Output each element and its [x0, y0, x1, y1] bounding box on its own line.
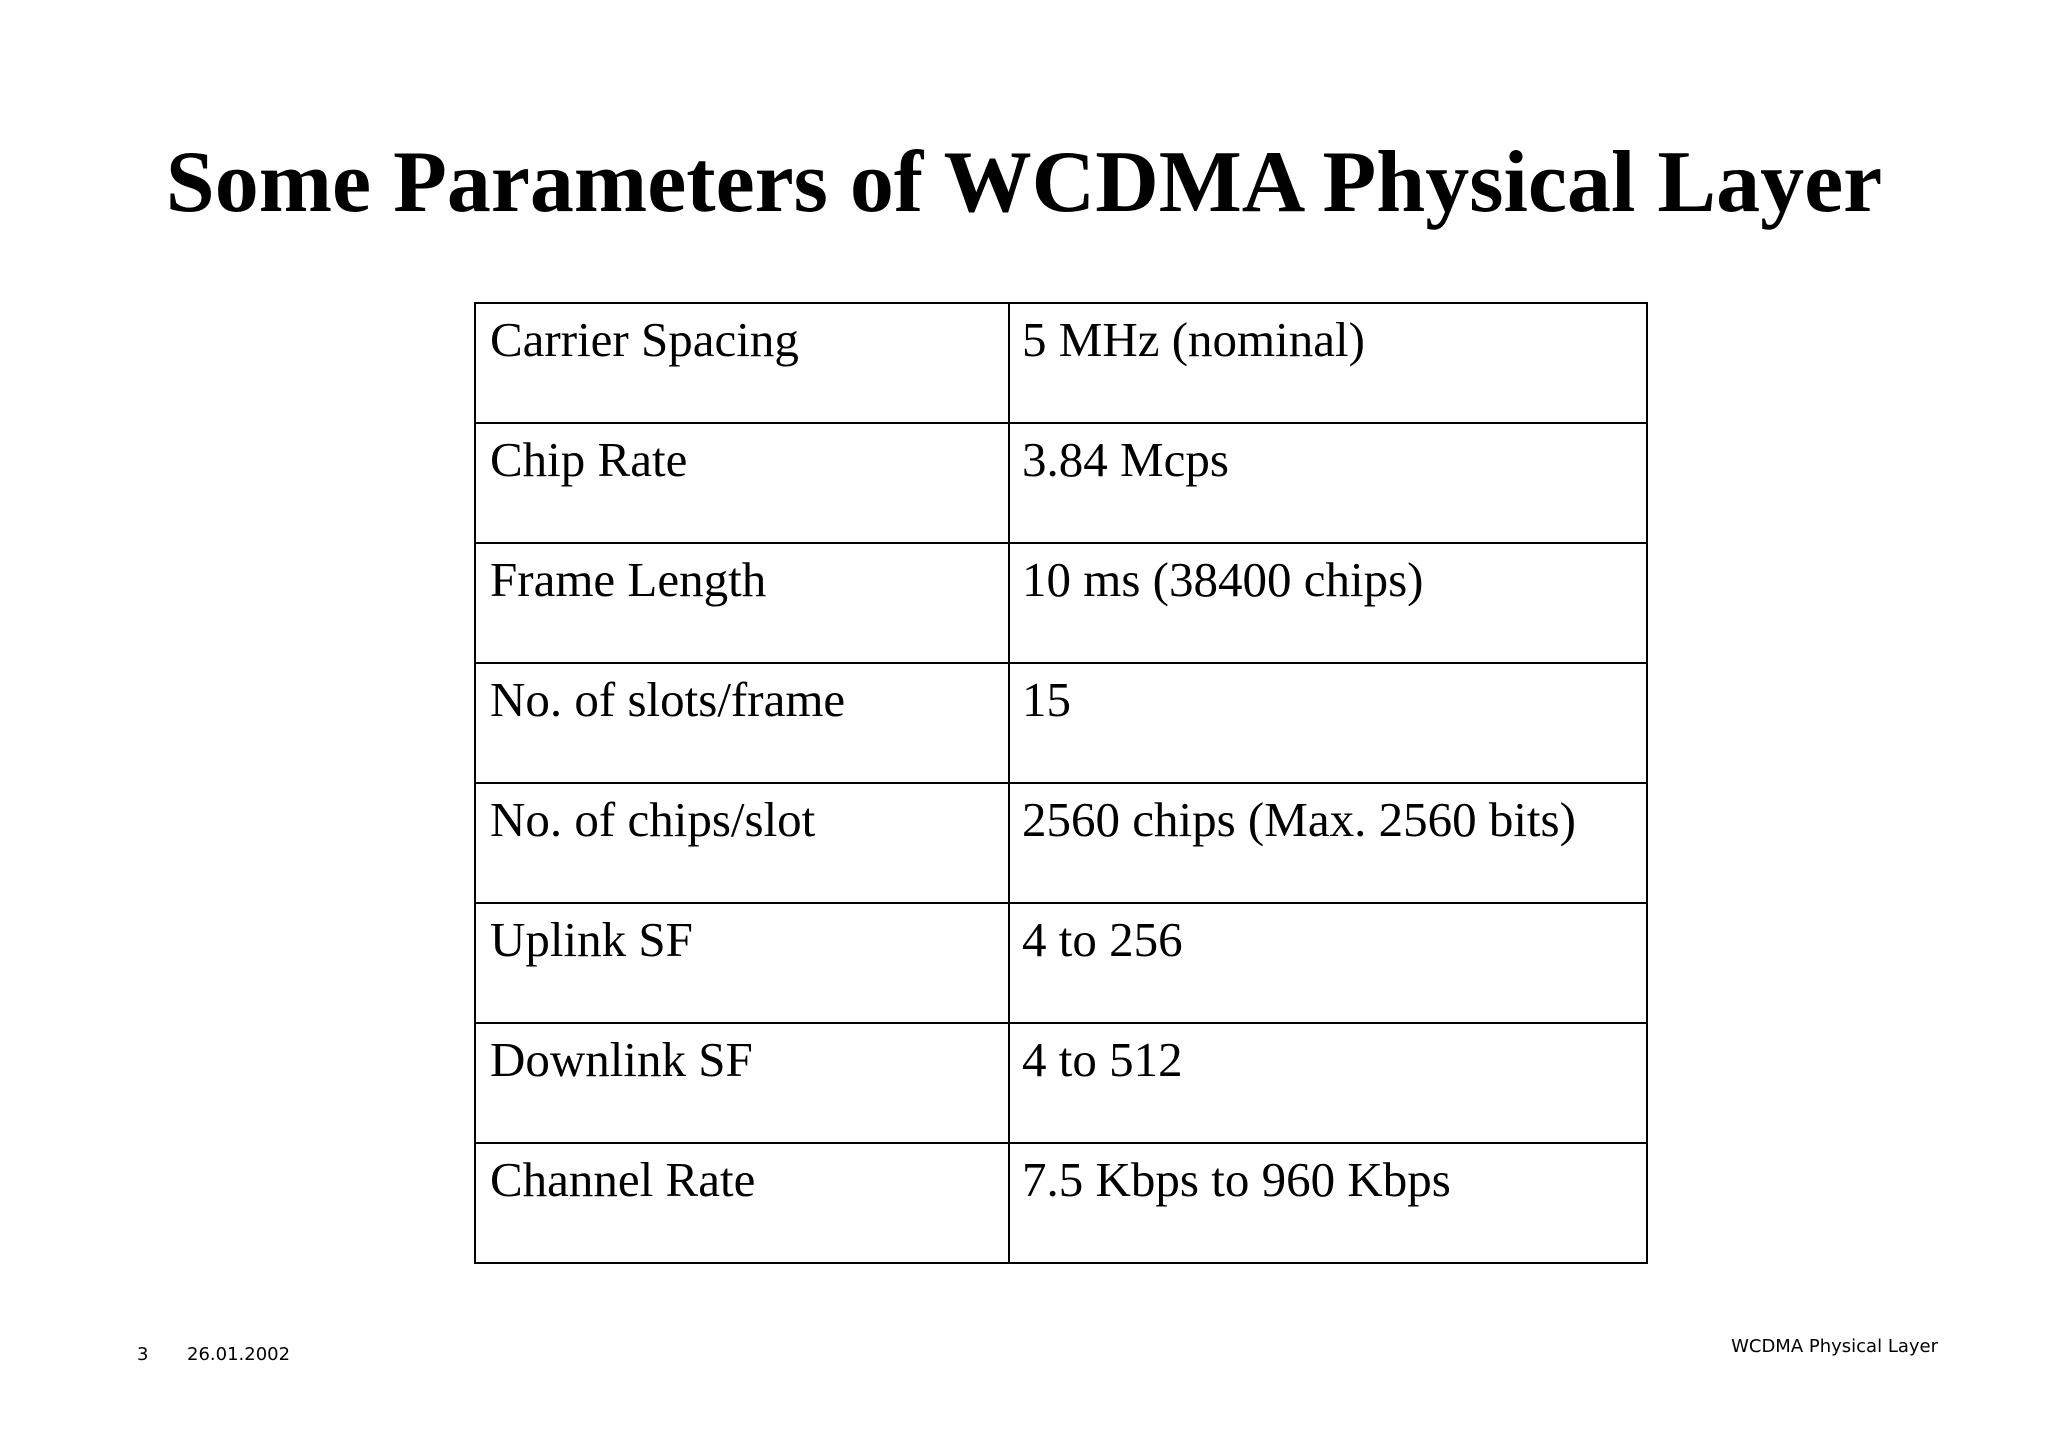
table-row	[475, 663, 1647, 783]
parameter-name: Frame Length	[475, 543, 1009, 663]
parameter-name: Chip Rate	[475, 423, 1009, 543]
parameter-value: 5 MHz (nominal)	[1009, 303, 1647, 423]
page-number: 3	[137, 1344, 149, 1365]
parameter-name: No. of chips/slot	[475, 783, 1009, 903]
parameters-table	[474, 302, 1648, 1264]
footer-date: 26.01.2002	[187, 1344, 291, 1365]
footer-document-title: WCDMA Physical Layer	[1731, 1336, 1938, 1357]
table-row	[475, 783, 1647, 903]
table-row	[475, 1023, 1647, 1143]
parameter-name: No. of slots/frame	[475, 663, 1009, 783]
table-row	[475, 903, 1647, 1023]
parameter-name: Downlink SF	[475, 1023, 1009, 1143]
parameter-name: Uplink SF	[475, 903, 1009, 1023]
parameter-name: Carrier Spacing	[475, 303, 1009, 423]
parameter-value: 15	[1009, 663, 1647, 783]
slide-title: Some Parameters of WCDMA Physical Layer	[165, 134, 1883, 231]
table-row	[475, 423, 1647, 543]
parameter-value: 2560 chips (Max. 2560 bits)	[1009, 783, 1647, 903]
table-row	[475, 1143, 1647, 1263]
table-row	[475, 543, 1647, 663]
parameter-value: 4 to 256	[1009, 903, 1647, 1023]
footer-left	[137, 1343, 290, 1367]
parameter-value: 4 to 512	[1009, 1023, 1647, 1143]
parameter-value: 10 ms (38400 chips)	[1009, 543, 1647, 663]
parameter-name: Channel Rate	[475, 1143, 1009, 1263]
parameter-value: 7.5 Kbps to 960 Kbps	[1009, 1143, 1647, 1263]
table-row	[475, 303, 1647, 423]
parameter-value: 3.84 Mcps	[1009, 423, 1647, 543]
